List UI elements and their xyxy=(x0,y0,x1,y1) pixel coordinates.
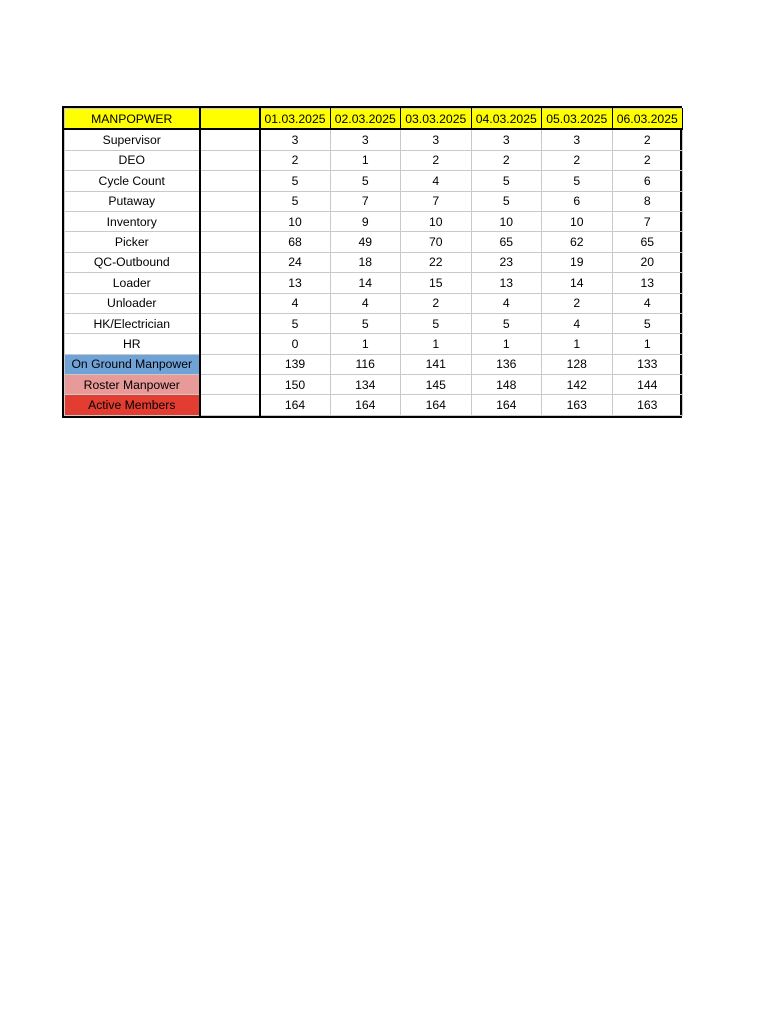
value-cell[interactable]: 2 xyxy=(471,150,542,170)
value-cell[interactable]: 164 xyxy=(401,395,472,415)
value-cell[interactable]: 65 xyxy=(471,232,542,252)
value-cell[interactable]: 14 xyxy=(330,273,401,293)
value-cell[interactable]: 2 xyxy=(260,150,331,170)
value-cell[interactable]: 3 xyxy=(401,129,472,150)
empty-cell[interactable] xyxy=(200,354,260,374)
value-cell[interactable]: 148 xyxy=(471,375,542,395)
value-cell[interactable]: 10 xyxy=(401,211,472,231)
row-label-cell[interactable]: Cycle Count xyxy=(65,171,200,191)
value-cell[interactable]: 5 xyxy=(542,171,613,191)
row-label-cell[interactable]: Loader xyxy=(65,273,200,293)
value-cell[interactable]: 8 xyxy=(612,191,683,211)
table-row xyxy=(65,171,683,191)
value-cell[interactable]: 24 xyxy=(260,252,331,272)
value-cell[interactable]: 2 xyxy=(612,129,683,150)
value-cell[interactable]: 10 xyxy=(260,211,331,231)
value-cell[interactable]: 70 xyxy=(401,232,472,252)
value-cell[interactable]: 2 xyxy=(401,150,472,170)
value-cell[interactable]: 10 xyxy=(471,211,542,231)
value-cell[interactable]: 1 xyxy=(330,150,401,170)
header-date-cell[interactable]: 06.03.2025 xyxy=(612,109,683,130)
empty-cell[interactable] xyxy=(200,395,260,415)
value-cell[interactable]: 62 xyxy=(542,232,613,252)
value-cell[interactable]: 1 xyxy=(471,334,542,354)
value-cell[interactable]: 136 xyxy=(471,354,542,374)
table-row xyxy=(65,354,683,374)
value-cell[interactable]: 116 xyxy=(330,354,401,374)
table-row xyxy=(65,232,683,252)
value-cell[interactable]: 141 xyxy=(401,354,472,374)
value-cell[interactable]: 4 xyxy=(612,293,683,313)
value-cell[interactable]: 5 xyxy=(612,313,683,333)
value-cell[interactable]: 4 xyxy=(401,171,472,191)
empty-cell[interactable] xyxy=(200,232,260,252)
row-label-cell[interactable]: Unloader xyxy=(65,293,200,313)
row-label-cell[interactable]: On Ground Manpower xyxy=(65,354,200,374)
header-date-cell[interactable]: 05.03.2025 xyxy=(542,109,613,130)
value-cell[interactable]: 3 xyxy=(471,129,542,150)
empty-cell[interactable] xyxy=(200,150,260,170)
empty-cell[interactable] xyxy=(200,211,260,231)
row-label-cell[interactable]: Inventory xyxy=(65,211,200,231)
row-label-cell[interactable]: HR xyxy=(65,334,200,354)
value-cell[interactable]: 65 xyxy=(612,232,683,252)
value-cell[interactable]: 6 xyxy=(542,191,613,211)
header-date-cell[interactable]: 03.03.2025 xyxy=(401,109,472,130)
value-cell[interactable]: 0 xyxy=(260,334,331,354)
empty-cell[interactable] xyxy=(200,375,260,395)
table-row xyxy=(65,334,683,354)
table-row xyxy=(65,395,683,415)
value-cell[interactable]: 3 xyxy=(330,129,401,150)
value-cell[interactable]: 128 xyxy=(542,354,613,374)
value-cell[interactable]: 68 xyxy=(260,232,331,252)
empty-cell[interactable] xyxy=(200,313,260,333)
value-cell[interactable]: 5 xyxy=(330,313,401,333)
value-cell[interactable]: 4 xyxy=(542,313,613,333)
row-label-cell[interactable]: Roster Manpower xyxy=(65,375,200,395)
table-row xyxy=(65,211,683,231)
value-cell[interactable]: 22 xyxy=(401,252,472,272)
row-label-cell[interactable]: Active Members xyxy=(65,395,200,415)
value-cell[interactable]: 164 xyxy=(260,395,331,415)
value-cell[interactable]: 5 xyxy=(471,191,542,211)
value-cell[interactable]: 1 xyxy=(542,334,613,354)
value-cell[interactable]: 1 xyxy=(612,334,683,354)
value-cell[interactable]: 145 xyxy=(401,375,472,395)
value-cell[interactable]: 14 xyxy=(542,273,613,293)
value-cell[interactable]: 2 xyxy=(542,150,613,170)
table-body xyxy=(65,129,683,415)
table-row xyxy=(65,273,683,293)
value-cell[interactable]: 133 xyxy=(612,354,683,374)
empty-cell[interactable] xyxy=(200,129,260,150)
manpower-table xyxy=(64,108,683,416)
header-date-cell[interactable]: 02.03.2025 xyxy=(330,109,401,130)
header-label-cell[interactable]: MANPOPWER xyxy=(65,109,200,130)
value-cell[interactable]: 18 xyxy=(330,252,401,272)
value-cell[interactable]: 142 xyxy=(542,375,613,395)
value-cell[interactable]: 20 xyxy=(612,252,683,272)
value-cell[interactable]: 4 xyxy=(330,293,401,313)
value-cell[interactable]: 150 xyxy=(260,375,331,395)
value-cell[interactable]: 134 xyxy=(330,375,401,395)
empty-cell[interactable] xyxy=(200,171,260,191)
table-row xyxy=(65,252,683,272)
value-cell[interactable]: 1 xyxy=(401,334,472,354)
manpower-sheet xyxy=(62,106,682,418)
row-label-cell[interactable]: DEO xyxy=(65,150,200,170)
value-cell[interactable]: 10 xyxy=(542,211,613,231)
empty-cell[interactable] xyxy=(200,252,260,272)
value-cell[interactable]: 49 xyxy=(330,232,401,252)
empty-cell[interactable] xyxy=(200,273,260,293)
header-date-cell[interactable]: 01.03.2025 xyxy=(260,109,331,130)
value-cell[interactable]: 3 xyxy=(260,129,331,150)
value-cell[interactable]: 15 xyxy=(401,273,472,293)
value-cell[interactable]: 5 xyxy=(471,171,542,191)
value-cell[interactable]: 5 xyxy=(401,313,472,333)
value-cell[interactable]: 164 xyxy=(330,395,401,415)
empty-cell[interactable] xyxy=(200,334,260,354)
empty-cell[interactable] xyxy=(200,191,260,211)
value-cell[interactable]: 7 xyxy=(401,191,472,211)
value-cell[interactable]: 5 xyxy=(260,313,331,333)
value-cell[interactable]: 5 xyxy=(330,171,401,191)
header-empty-cell[interactable] xyxy=(200,109,260,130)
row-label-cell[interactable]: QC-Outbound xyxy=(65,252,200,272)
value-cell[interactable]: 2 xyxy=(612,150,683,170)
value-cell[interactable]: 6 xyxy=(612,171,683,191)
table-row xyxy=(65,150,683,170)
empty-cell[interactable] xyxy=(200,293,260,313)
value-cell[interactable]: 4 xyxy=(260,293,331,313)
row-label-cell[interactable]: HK/Electrician xyxy=(65,313,200,333)
value-cell[interactable]: 139 xyxy=(260,354,331,374)
value-cell[interactable]: 5 xyxy=(471,313,542,333)
header-date-cell[interactable]: 04.03.2025 xyxy=(471,109,542,130)
value-cell[interactable]: 5 xyxy=(260,191,331,211)
value-cell[interactable]: 9 xyxy=(330,211,401,231)
header-row xyxy=(65,109,683,130)
value-cell[interactable]: 7 xyxy=(330,191,401,211)
value-cell[interactable]: 144 xyxy=(612,375,683,395)
value-cell[interactable]: 2 xyxy=(401,293,472,313)
table-row xyxy=(65,293,683,313)
row-label-cell[interactable]: Supervisor xyxy=(65,129,200,150)
value-cell[interactable]: 13 xyxy=(612,273,683,293)
value-cell[interactable]: 163 xyxy=(542,395,613,415)
value-cell[interactable]: 13 xyxy=(471,273,542,293)
table-row xyxy=(65,191,683,211)
value-cell[interactable]: 13 xyxy=(260,273,331,293)
value-cell[interactable]: 19 xyxy=(542,252,613,272)
value-cell[interactable]: 5 xyxy=(260,171,331,191)
value-cell[interactable]: 3 xyxy=(542,129,613,150)
table-row xyxy=(65,129,683,150)
row-label-cell[interactable]: Putaway xyxy=(65,191,200,211)
value-cell[interactable]: 163 xyxy=(612,395,683,415)
value-cell[interactable]: 4 xyxy=(471,293,542,313)
row-label-cell[interactable]: Picker xyxy=(65,232,200,252)
table-row xyxy=(65,375,683,395)
value-cell[interactable]: 23 xyxy=(471,252,542,272)
table-row xyxy=(65,313,683,333)
value-cell[interactable]: 2 xyxy=(542,293,613,313)
value-cell[interactable]: 164 xyxy=(471,395,542,415)
value-cell[interactable]: 1 xyxy=(330,334,401,354)
value-cell[interactable]: 7 xyxy=(612,211,683,231)
